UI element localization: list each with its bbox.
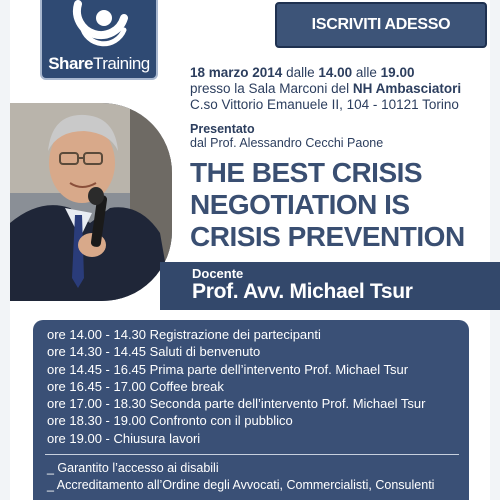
schedule-row: ore 17.00 - 18.30 Seconda parte dell’intervento Prof. Michael Tsur	[47, 396, 426, 412]
event-time-to: 19.00	[380, 65, 415, 80]
speaker-photo	[10, 103, 172, 301]
logo-text-light: Training	[92, 54, 150, 73]
docente-name: Prof. Avv. Michael Tsur	[192, 280, 413, 303]
logo-text-bold: Share	[48, 54, 93, 73]
event-info	[190, 65, 490, 113]
event-date-line	[190, 65, 490, 81]
event-venue-line	[190, 81, 490, 97]
schedule-panel	[33, 320, 469, 500]
logo-text	[42, 54, 156, 74]
schedule-row: ore 14.45 - 16.45 Prima parte dell’intervento Prof. Michael Tsur	[47, 361, 409, 377]
schedule-row: ore 18.30 - 19.00 Confronto con il pubblico	[47, 413, 293, 429]
docente-label: Docente	[192, 266, 244, 281]
event-address: C.so Vittorio Emanuele II, 104 - 10121 Torino	[190, 97, 459, 112]
venue-name: NH Ambasciatori	[352, 81, 462, 96]
left-border	[0, 0, 10, 500]
event-date: 18 marzo 2014	[190, 65, 283, 80]
schedule-divider	[45, 454, 459, 455]
schedule-row: ore 16.45 - 17.00 Coffee break	[47, 378, 224, 394]
logo-swirl-icon	[72, 0, 130, 48]
schedule-row: ore 14.30 - 14.45 Saluti di benvenuto	[47, 344, 261, 360]
presenter-name: dal Prof. Alessandro Cecchi Paone	[190, 136, 384, 150]
schedule-row: ore 14.00 - 14.30 Registrazione dei partecipanti	[47, 327, 321, 342]
time-to-prefix: alle	[352, 65, 381, 80]
note-item: _ Accreditamento all’Ordine degli Avvocati, Commercialisti, Consulenti	[47, 478, 435, 492]
note-item: _ Garantito l’accesso ai disabili	[47, 461, 219, 475]
time-from-prefix: dalle	[282, 65, 319, 80]
headline-line-3: CRISIS PREVENTION	[190, 221, 465, 252]
register-now-button[interactable]: ISCRIVITI ADESSO	[275, 2, 487, 48]
sharetraining-logo[interactable]	[40, 0, 158, 80]
right-border	[490, 0, 500, 500]
venue-prefix: presso la Sala Marconi del	[190, 81, 353, 96]
schedule-row: ore 19.00 - Chiusura lavori	[47, 430, 201, 446]
notes-list	[47, 460, 467, 494]
headline-line-2: NEGOTIATION IS	[190, 189, 410, 220]
headline-line-1: THE BEST CRISIS	[190, 157, 423, 188]
presented-by	[190, 122, 383, 150]
presented-label: Presentato	[190, 122, 255, 136]
speaker-portrait-image	[10, 103, 172, 301]
headline	[190, 157, 490, 253]
event-time-from: 14.00	[318, 65, 353, 80]
